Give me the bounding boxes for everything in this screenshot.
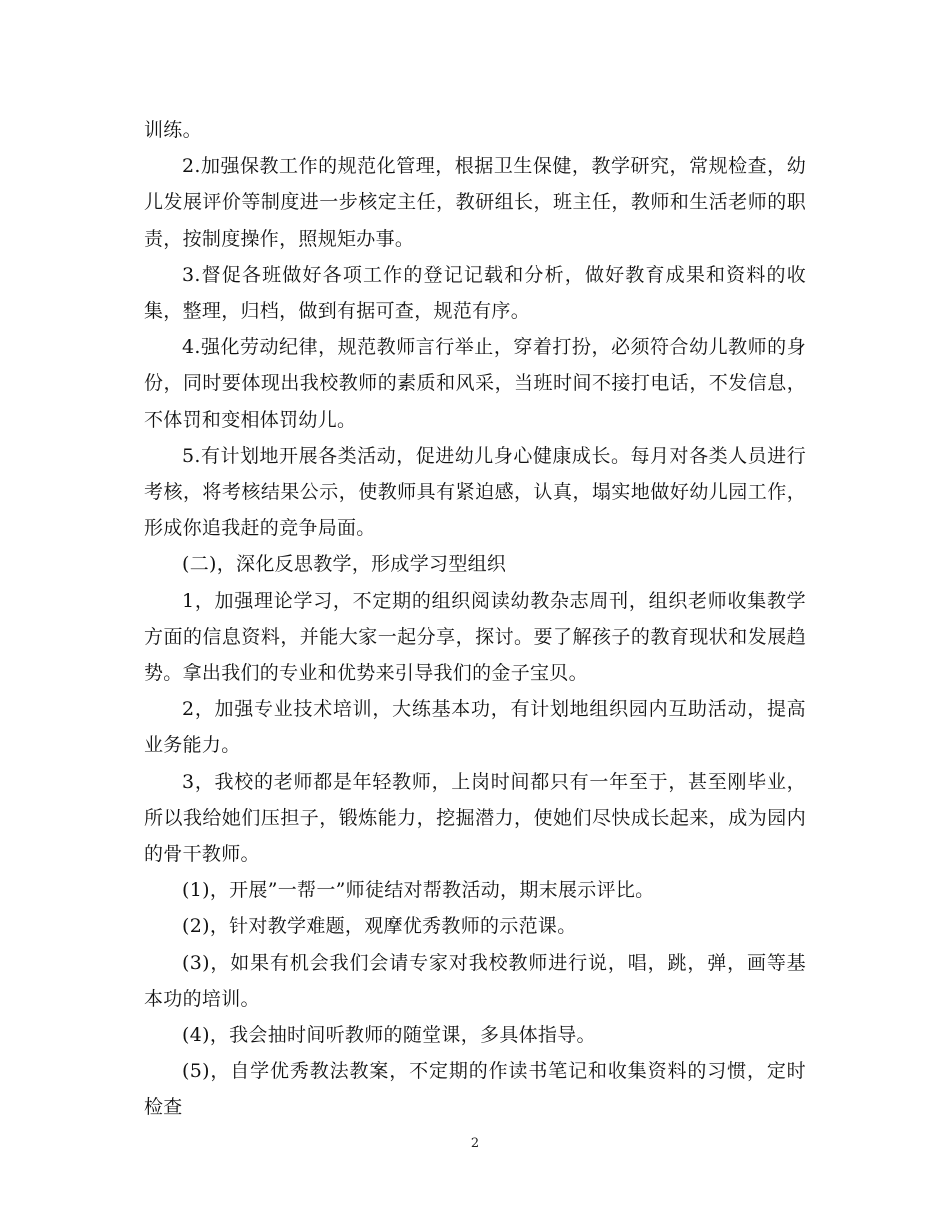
paragraph-point-3: (3)，如果有机会我们会请专家对我校教师进行说，唱，跳，弹，画等基本功的培训。	[144, 951, 806, 1010]
paragraph-subitem-1: 1，加强理论学习，不定期的组织阅读幼教杂志周刊，组织老师收集教学方面的信息资料，并能大家一起分享，探讨。要了解孩子的教育现状和发展趋势。拿出我们的专业和优势来引导我们的金子宝贝。	[144, 589, 806, 685]
paragraph-item-3: 3.督促各班做好各项工作的登记记载和分析，做好教育成果和资料的收集，整理，归档，做到有据可查，规范有序。	[144, 263, 806, 323]
paragraph-subitem-2: 2，加强专业技术培训，大练基本功，有计划地组织园内互助活动，提高业务能力。	[144, 698, 806, 757]
paragraph-point-4: (4)，我会抽时间听教师的随堂课，多具体指导。	[182, 1024, 596, 1047]
paragraph-subitem-3: 3，我校的老师都是年轻教师，上岗时间都只有一年至于，甚至刚毕业，所以我给她们压担子，锻炼能力，挖掘潜力，使她们尽快成长起来，成为园内的骨干教师。	[144, 770, 806, 866]
paragraph-point-2: (2)，针对教学难题，观摩优秀教师的示范课。	[182, 915, 577, 938]
section-heading: (二)，深化反思教学，形成学习型组织	[182, 553, 507, 576]
document-body	[144, 112, 806, 1126]
paragraph-continuation: 训练。	[144, 119, 202, 141]
paragraph-point-5: (5)，自学优秀教法教案，不定期的作读书笔记和收集资料的习惯，定时检查	[144, 1060, 806, 1119]
paragraph-item-4: 4.强化劳动纪律，规范教师言行举止，穿着打扮，必须符合幼儿教师的身份，同时要体现出我校教师的素质和风采，当班时间不接打电话，不发信息，不体罚和变相体罚幼儿。	[144, 336, 806, 431]
paragraph-point-1: (1)，开展”一帮一”师徒结对帮教活动，期末展示评比。	[182, 879, 655, 902]
paragraph-item-5: 5.有计划地开展各类活动，促进幼儿身心健康成长。每月对各类人员进行考核，将考核结果公示，使教师具有紧迫感，认真，塌实地做好幼儿园工作，形成你追我赶的竞争局面。	[144, 444, 806, 540]
page-number: 2	[470, 1136, 480, 1151]
paragraph-item-2: 2.加强保教工作的规范化管理，根据卫生保健，教学研究，常规检查，幼儿发展评价等制度进一步核定主任，教研组长，班主任，教师和生活老师的职责，按制度操作，照规矩办事。	[144, 155, 806, 250]
